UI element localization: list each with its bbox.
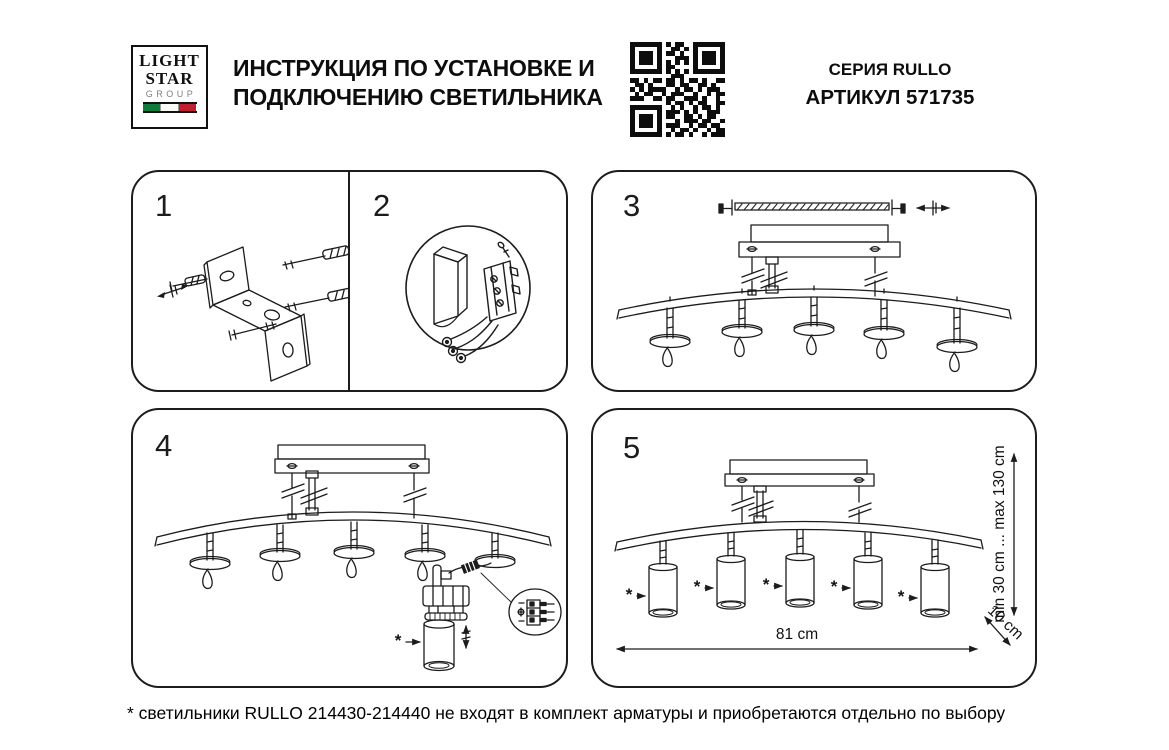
diagram-luminaire-connection	[133, 410, 566, 686]
height-dimension-label: min 30 cm ... max 130 cm	[991, 445, 1008, 623]
step-4-number: 4	[155, 428, 173, 463]
logo-word-group: GROUP	[145, 89, 197, 99]
panel-step-4	[131, 408, 568, 688]
screw-rotate-icon	[462, 626, 470, 648]
logo-word-star: STAR	[145, 69, 194, 88]
screw-adjust-icon	[917, 201, 949, 215]
step-1-number: 1	[155, 188, 173, 223]
panel-steps-1-2	[131, 170, 568, 392]
panel-step-5	[591, 408, 1037, 688]
connector-detail-circle	[509, 589, 561, 635]
width-dimension-label: 81 cm	[775, 626, 819, 643]
logo-word-light: LIGHT	[139, 51, 200, 70]
italian-flag-stripe	[143, 102, 197, 113]
step-5-number: 5	[623, 430, 641, 465]
asterisk-mark: *	[897, 587, 905, 606]
diagram-wiring-detail	[350, 172, 568, 390]
title-line-2: ПОДКЛЮЧЕНИЮ СВЕТИЛЬНИКА	[233, 83, 603, 110]
page-title	[233, 54, 603, 111]
lightstar-logo	[131, 45, 208, 129]
asterisk-mark: *	[394, 631, 402, 650]
diagram-assembled-dimensions	[593, 410, 1035, 686]
article-label: АРТИКУЛ 571735	[805, 86, 975, 109]
panel-step-3	[591, 170, 1037, 392]
asterisk-mark: *	[625, 585, 633, 604]
diagram-mounting-bracket	[133, 172, 348, 390]
title-line-1: ИНСТРУКЦИЯ ПО УСТАНОВКЕ И	[233, 55, 595, 81]
diagram-canopy-mounting	[593, 172, 1035, 390]
step-2-number: 2	[373, 188, 391, 223]
depth-dimension-label: 10 cm	[984, 602, 1027, 644]
asterisk-mark: *	[693, 577, 701, 596]
asterisk-mark: *	[830, 577, 838, 596]
asterisk-mark: *	[762, 575, 770, 594]
step-3-number: 3	[623, 188, 641, 223]
qr-code	[630, 42, 725, 137]
series-label: СЕРИЯ RULLO	[828, 60, 952, 79]
footnote: * светильники RULLO 214430-214440 не входят в комплект арматуры и приобретаются отдельно по выбору	[127, 703, 1006, 723]
